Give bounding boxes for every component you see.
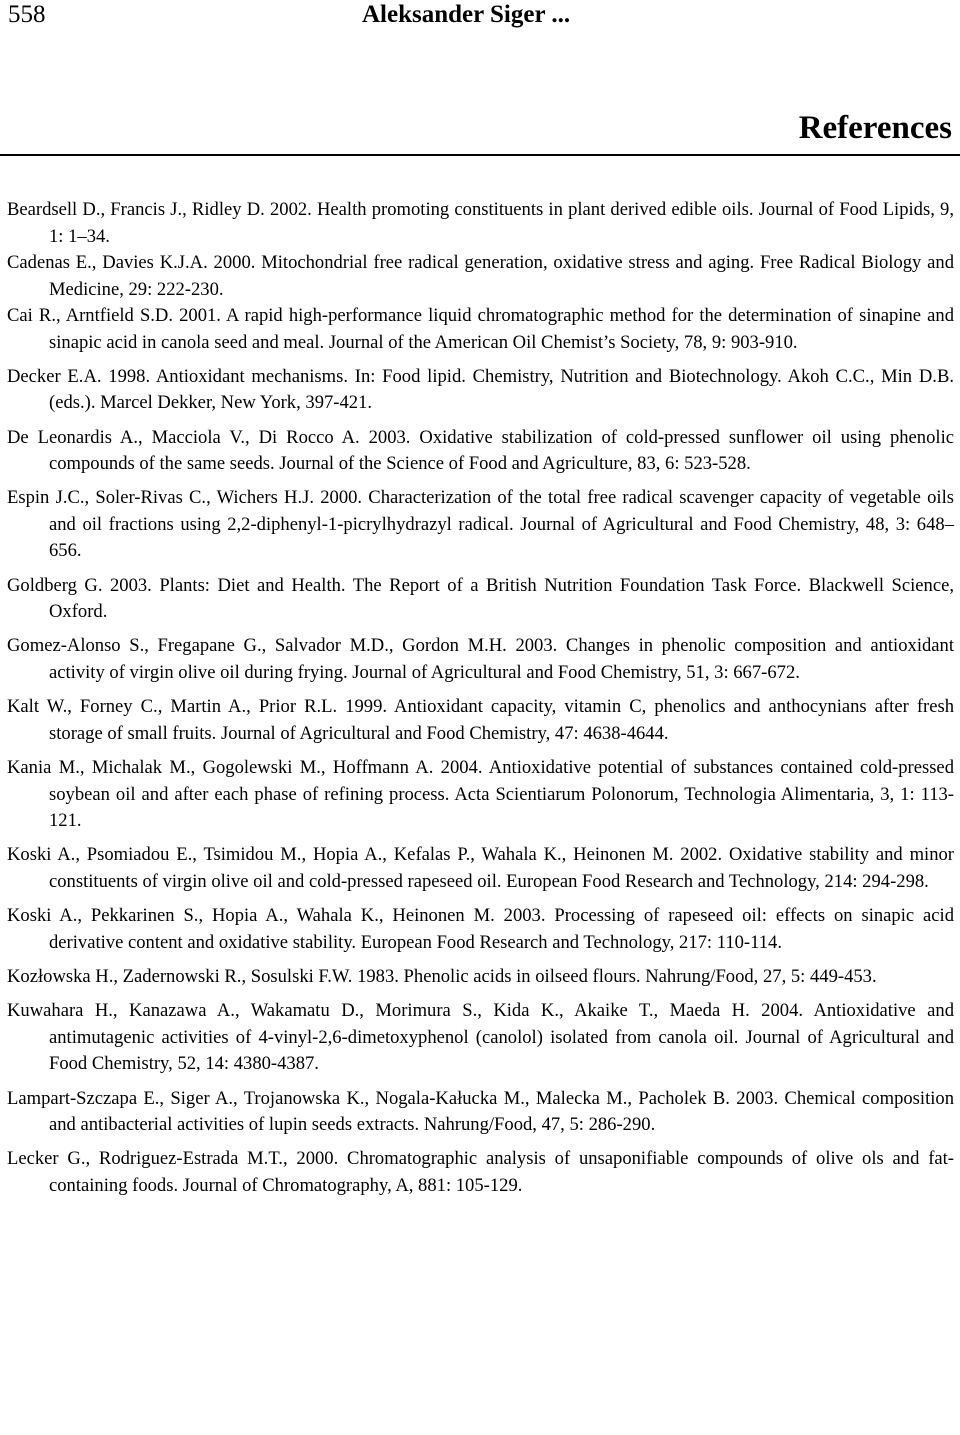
- reference-item: Lecker G., Rodriguez-Estrada M.T., 2000. Chromatographic analysis of unsaponifiable compounds of olive ols and fat-containing foods. Journal of Chromatography, A, 881: 105-129.: [7, 1148, 954, 1196]
- reference-item: Espin J.C., Soler-Rivas C., Wichers H.J. 2000. Characterization of the total free radical scavenger capacity of vegetable oils and oil fractions using 2,2-diphenyl-1-picrylhydrazyl radical. Journal of Agricultural and Food Chemistry, 48, 3: 648–656.: [7, 487, 954, 562]
- reference-item: Decker E.A. 1998. Antioxidant mechanisms. In: Food lipid. Chemistry, Nutrition and Biotechnology. Akoh C.C., Min D.B. (eds.). Marcel Dekker, New York, 397-421.: [7, 365, 954, 414]
- reference-item: Cadenas E., Davies K.J.A. 2000. Mitochondrial free radical generation, oxidative stress and aging. Free Radical Biology and Medicine, 29: 222-230.: [7, 252, 954, 300]
- reference-item: Kania M., Michalak M., Gogolewski M., Hoffmann A. 2004. Antioxidative potential of substances contained cold-pressed soybean oil and after each phase of refining process. Acta Scientiarum Polonorum, Technologia Alimentaria, 3, 1: 113-121.: [7, 757, 954, 832]
- reference-item: Lampart-Szczapa E., Siger A., Trojanowska K., Nogala-Kałucka M., Malecka M., Pacholek B. 2003. Chemical composition and antibacterial activities of lupin seeds extracts. Nahrung/Food, 47, 5: 286-290.: [7, 1087, 954, 1136]
- reference-item: Gomez-Alonso S., Fregapane G., Salvador M.D., Gordon M.H. 2003. Changes in phenolic composition and antioxidant activity of virgin olive oil during frying. Journal of Agricultural and Food Chemistry, 51, 3: 667-672.: [7, 635, 954, 683]
- section-title: References: [798, 110, 952, 146]
- reference-item: De Leonardis A., Macciola V., Di Rocco A. 2003. Oxidative stabilization of cold-pressed sunflower oil using phenolic compounds of the same seeds. Journal of the Science of Food and Agriculture, 83, 6: 523-528.: [7, 426, 954, 475]
- page-header: [0, 0, 960, 40]
- reference-item: Cai R., Arntfield S.D. 2001. A rapid high-performance liquid chromatographic method for the determination of sinapine and sinapic acid in canola seed and meal. Journal of the American Oil Chemist’s Society, 78, 9: 903-910.: [7, 305, 954, 353]
- page-number: 558: [8, 1, 46, 28]
- reference-item: Koski A., Pekkarinen S., Hopia A., Wahala K., Heinonen M. 2003. Processing of rapeseed oil: effects on sinapic acid derivative content and oxidative stability. European Food Research and Technology, 217: 110-114.: [7, 905, 954, 953]
- running-head: Aleksander Siger ...: [362, 1, 571, 28]
- section-divider: [0, 154, 960, 156]
- reference-item: Goldberg G. 2003. Plants: Diet and Health. The Report of a British Nutrition Foundation Task Force. Blackwell Science, Oxford.: [7, 574, 954, 623]
- reference-item: Kuwahara H., Kanazawa A., Wakamatu D., Morimura S., Kida K., Akaike T., Maeda H. 2004. Antioxidative and antimutagenic activities of 4-vinyl-2,6-dimetoxyphenol (canolol) isolated from canola oil. Journal of Agricultural and Food Chemistry, 52, 14: 4380-4387.: [7, 1000, 954, 1075]
- reference-item: Koski A., Psomiadou E., Tsimidou M., Hopia A., Kefalas P., Wahala K., Heinonen M. 2002. Oxidative stability and minor constituents of virgin olive oil and cold-pressed rapeseed oil. European Food Research and Technology, 214: 294-298.: [7, 844, 954, 892]
- reference-item: Kozłowska H., Zadernowski R., Sosulski F.W. 1983. Phenolic acids in oilseed flours. Nahrung/Food, 27, 5: 449-453.: [7, 965, 877, 987]
- reference-item: Beardsell D., Francis J., Ridley D. 2002. Health promoting constituents in plant derived edible oils. Journal of Food Lipids, 9, 1: 1–34.: [7, 199, 954, 247]
- reference-list: [7, 197, 954, 1207]
- reference-item: Kalt W., Forney C., Martin A., Prior R.L. 1999. Antioxidant capacity, vitamin C, phenolics and anthocynians after fresh storage of small fruits. Journal of Agricultural and Food Chemistry, 47: 4638-4644.: [7, 696, 954, 744]
